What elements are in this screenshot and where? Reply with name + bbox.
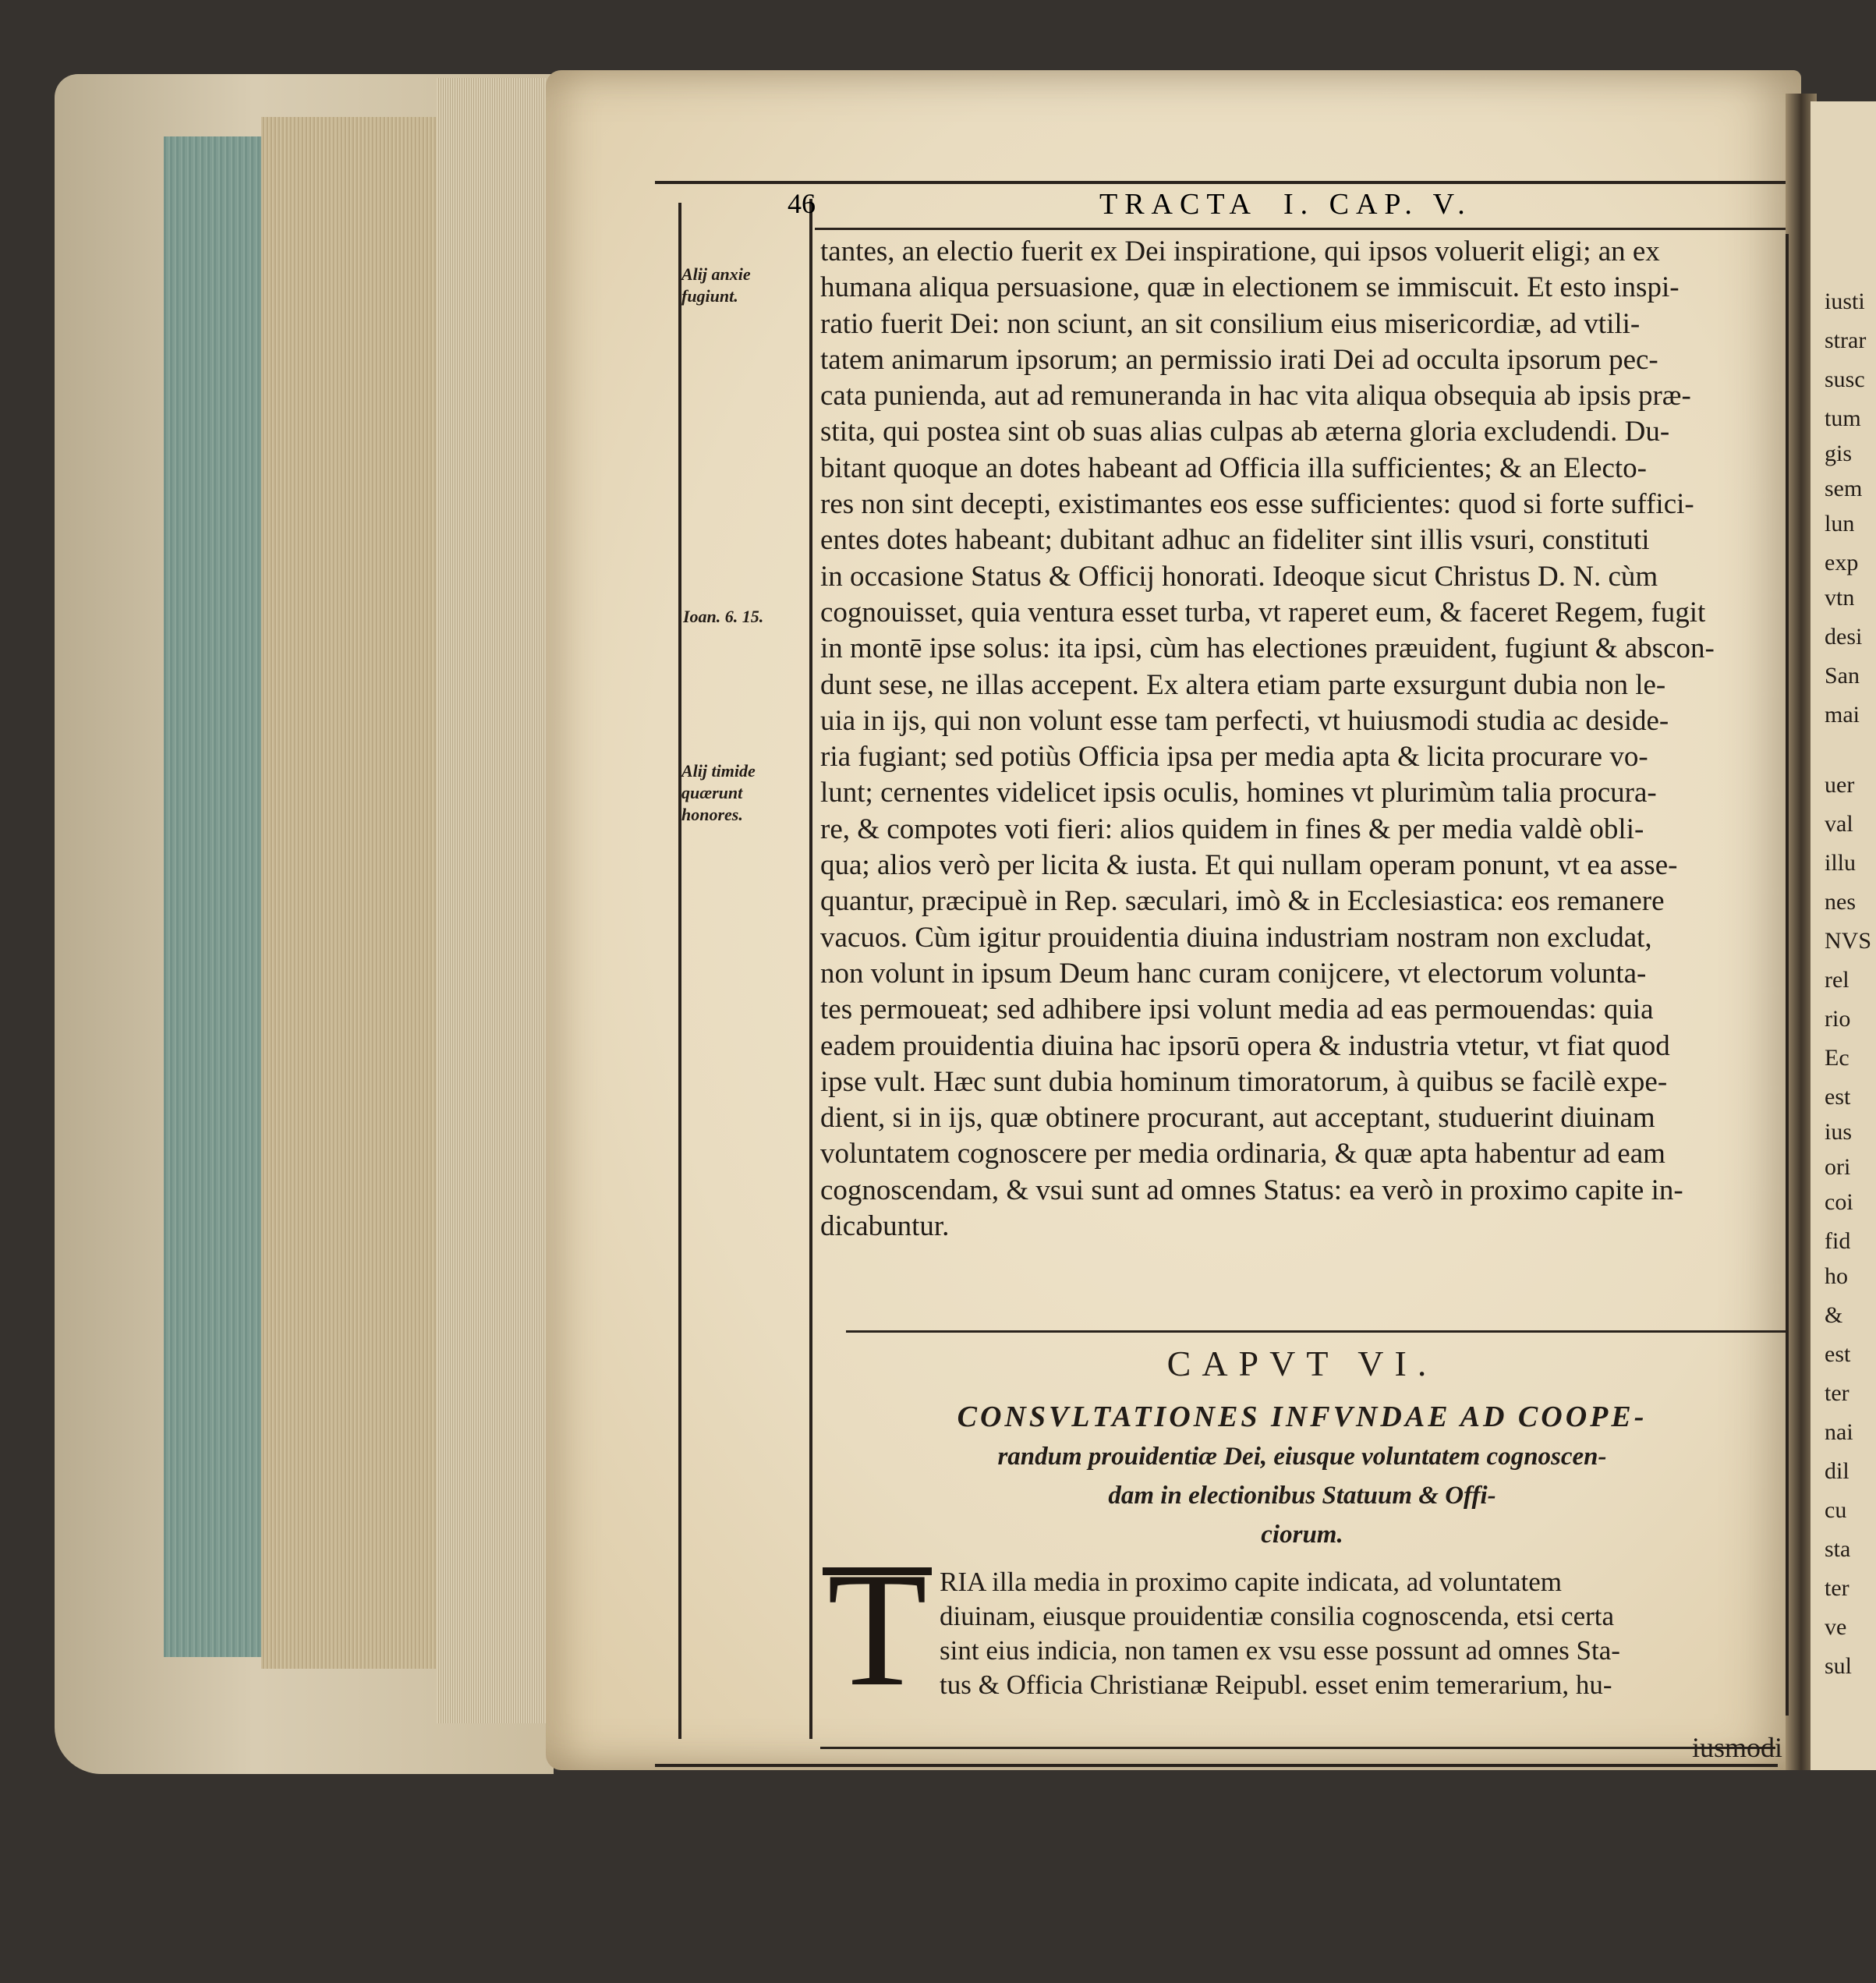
facing-page-fragment: iusti [1825,289,1865,314]
facing-page-fragment: ve [1825,1614,1847,1640]
chapter-subtitle-line: CONSVLTATIONES INFVNDAE AD COOPE- [957,1400,1648,1433]
chapter-rule-top [846,1330,1786,1333]
facing-page-fragment: illu [1825,850,1857,876]
body-text [820,234,1784,1245]
text-line: re, & compotes voti fieri: alios quidem in fines & per media valdè obli- [820,813,1644,845]
page-stack [437,78,546,1723]
margin-note-3: Alij timide quærunt honores. [681,761,756,824]
text-line: sint eius indicia, non tamen ex vsu esse possunt ad omnes Sta- [940,1635,1620,1666]
facing-page-fragment: fid [1825,1228,1851,1254]
text-line: tatem animarum ipsorum; an permissio irati Dei ad occulta ipsorum pec- [820,343,1658,376]
facing-page-fragment: San [1825,663,1860,689]
facing-page-fragment: NVS [1825,928,1872,954]
chapter-subtitle-line: dam in electionibus Statuum & Offi- [1108,1482,1496,1510]
page-number: 46 [788,188,816,219]
facing-page-fragment: ter [1825,1380,1849,1406]
text-line: ratio fuerit Dei: non sciunt, an sit consilium eius misericordiæ, ad vtili- [820,307,1641,340]
facing-page-fragment: sem [1825,476,1863,501]
green-page-edges [164,136,265,1657]
text-line: res non sint decepti, existimantes eos esse sufficientes: quod si forte suffici- [820,488,1694,521]
catchword: iusmodi [1692,1732,1783,1763]
text-line: non volunt in ipsum Deum hanc curam conijcere, vt electorum volunta- [820,957,1647,990]
facing-page-fragment: nai [1825,1419,1853,1445]
margin-rule [678,203,681,1739]
text-line: cata punienda, aut ad remuneranda in hac vita aliqua obsequia ab ipsis præ- [820,380,1691,413]
right-rule [1786,234,1789,1716]
text-line: eadem prouidentia diuina hac ipsorū opera & industria vtetur, vt fiat quod [820,1029,1670,1062]
facing-page-fragment: est [1825,1084,1851,1110]
facing-page-fragment: exp [1825,550,1859,575]
text-line: bitant quoque an dotes habeant ad Officia illa sufficientes; & an Electo- [820,451,1647,484]
text-line: cognouisset, quia ventura esset turba, vt raperet eum, & faceret Regem, fugit [820,596,1706,629]
facing-page-fragment: sta [1825,1536,1851,1562]
facing-page-fragment: gis [1825,441,1853,466]
facing-page-fragment: coi [1825,1189,1853,1215]
margin-note-2: Ioan. 6. 15. [683,607,764,626]
facing-page-fragment: rio [1825,1006,1851,1032]
text-line: in montē ipse solus: ita ipsi, cùm has electiones præuident, fugiunt & abscon- [820,632,1715,665]
facing-page-fragment: Ec [1825,1045,1849,1071]
top-rule [655,181,1786,184]
text-line: quantur, præcipuè in Rep. sæculari, imò & in Ecclesiastica: eos remanere [820,885,1665,918]
running-head [788,187,1786,234]
facing-page-fragment: ho [1825,1263,1848,1289]
text-line: entes dotes habeant; dubitant adhuc an fideliter sint illis vsuri, constituti [820,524,1650,557]
text-line: dient, si in ijs, quæ obtinere procurant, aut acceptant, studuerint diuinam [820,1102,1655,1135]
chapter-subtitle-line: ciorum. [1261,1521,1343,1549]
facing-page-fragment: dil [1825,1458,1849,1484]
text-line: tus & Officia Christianæ Reipubl. esset enim temerarium, hu- [940,1670,1612,1700]
chapter-opening-text [940,1565,1782,1702]
text-line: RIA illa media in proximo capite indicata, ad voluntatem [940,1567,1562,1597]
text-line: ipse vult. Hæc sunt dubia hominum timoratorum, à quibus se facilè expe- [820,1065,1668,1098]
text-line: lunt; cernentes videlicet ipsis oculis, homines vt plurimùm talia procura- [820,777,1657,809]
text-line: voluntatem cognoscere per media ordinaria, & quæ apta habentur ad eam [820,1138,1665,1170]
facing-page-fragment: uer [1825,772,1855,798]
text-line: ria fugiant; sed potiùs Officia ipsa per media apta & licita procurare vo- [820,741,1648,774]
facing-page-fragment: tum [1825,405,1861,431]
facing-page-fragment: est [1825,1341,1851,1367]
drop-cap: T [827,1539,928,1720]
facing-page-fragment: rel [1825,967,1849,993]
text-line: stita, qui postea sint ob suas alias culpas ab æterna gloria excludendi. Du- [820,416,1670,448]
facing-page-fragment: strar [1825,328,1867,353]
margin-note-1: Alij anxie fugiunt. [681,264,751,306]
running-title: TRACTA I. CAP. V. [1099,188,1472,221]
facing-page-fragment: mai [1825,702,1860,728]
text-line: dunt sese, ne illas accepent. Ex altera etiam parte exsurgunt dubia non le- [820,668,1666,701]
chapter-subtitle-line: randum prouidentiæ Dei, eiusque voluntatem cognoscen- [997,1443,1607,1471]
facing-page-fragment: desi [1825,624,1863,650]
facing-page-fragment: ori [1825,1154,1851,1180]
text-column-rule [809,199,812,1739]
text-line: tes permoueat; sed adhibere ipsi volunt media ad eas permouendas: quia [820,993,1654,1026]
text-line: dicabuntur. [820,1210,950,1243]
chapter-rule-bottom [820,1747,1775,1749]
facing-page-fragment: lun [1825,511,1855,536]
text-line: qua; alios verò per licita & iusta. Et qui nullam operam ponunt, vt ea asse- [820,849,1678,882]
facing-page-fragment: cu [1825,1497,1847,1523]
text-line: vacuos. Cùm igitur prouidentia diuina industriam nostram non excludat, [820,921,1652,954]
facing-page-fragment: susc [1825,367,1865,392]
chapter-title: CAPVT VI. [1166,1344,1438,1383]
facing-page-fragment: ter [1825,1575,1849,1601]
bottom-rule [655,1764,1778,1767]
facing-page-fragment: val [1825,811,1853,837]
text-line: uia in ijs, qui non volunt esse tam perfecti, vt huiusmodi studia ac deside- [820,704,1669,737]
facing-page-fragment: ius [1825,1119,1853,1145]
text-line: in occasione Status & Officij honorati. Ideoque sicut Christus D. N. cùm [820,560,1658,593]
facing-page-fragment: sul [1825,1653,1853,1679]
text-line: tantes, an electio fuerit ex Dei inspiratione, qui ipsos voluerit eligi; an ex [820,235,1660,267]
facing-page-fragment: nes [1825,889,1856,915]
text-line: humana aliqua persuasione, quæ in electionem se immiscuit. Et esto inspi- [820,271,1680,304]
text-line: diuinam, eiusque prouidentiæ consilia cognoscenda, etsi certa [940,1601,1615,1631]
facing-page-fragment: & [1825,1302,1843,1328]
facing-page-fragment: vtn [1825,585,1855,611]
text-line: cognoscendam, & vsui sunt ad omnes Status: ea verò in proximo capite in- [820,1174,1683,1206]
